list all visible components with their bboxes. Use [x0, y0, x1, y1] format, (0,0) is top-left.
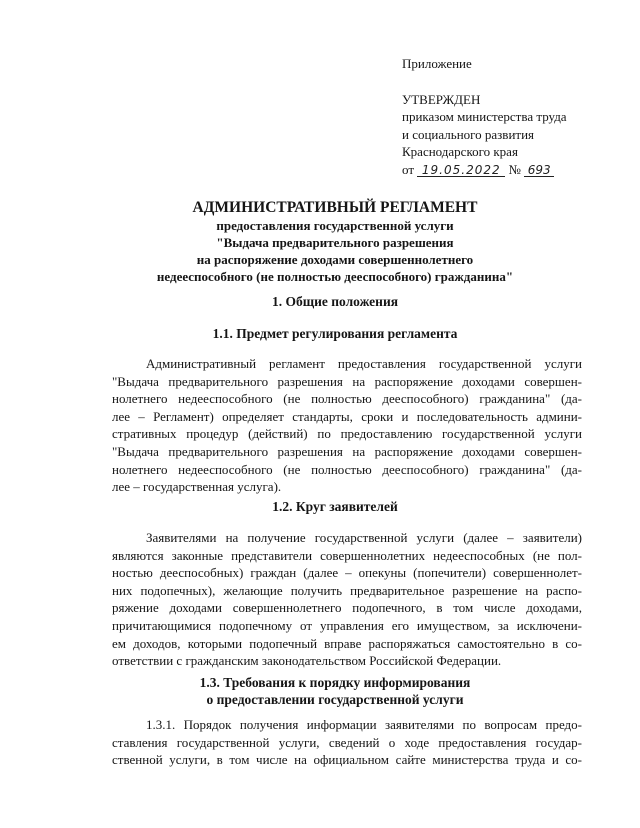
text-line: 1.3.1. Порядок получения информации заявителями по вопросам предо-: [146, 717, 582, 732]
approval-line-3: Краснодарского края: [402, 144, 518, 159]
annex-label: Приложение: [402, 56, 472, 71]
title-sub-line: недееспособного (не полностью дееспособного) гражданина": [156, 269, 514, 284]
paragraph-1-3-1: [112, 716, 582, 769]
approved-label: УТВЕРЖДЕН: [402, 91, 481, 107]
text-line: ностью дееспособных) граждан (далее – опекуны (попечители) совершеннолет-: [112, 565, 582, 581]
title-main: АДМИНИСТРАТИВНЫЙ РЕГЛАМЕНТ: [192, 199, 478, 216]
text-line: "Выдача предварительного разрешения на распоряжение доходами совершен-: [112, 373, 582, 389]
text-line: лее – государственная услуга).: [112, 479, 282, 495]
handwritten-number: 693: [524, 164, 554, 177]
number-prefix: №: [508, 161, 521, 177]
text-line: Заявителями на получение государственной услуги (далее – заявители): [146, 530, 582, 545]
title-sub-line: "Выдача предварительного разрешения: [216, 235, 454, 250]
text-line: ряжение доходами совершеннолетнего подопечного, в том числе доходами,: [112, 600, 582, 616]
text-line: являются законные представители совершеннолетних недееспособных (не пол-: [112, 547, 582, 563]
section-heading-general: 1. Общие положения: [271, 294, 399, 309]
approval-stamp-block: [402, 55, 602, 178]
text-line: стративных процедур (действий) по предоставлению государственной услуги: [112, 426, 582, 442]
text-line: причитающимися подопечному от управления его имуществом, за исключени-: [112, 617, 582, 633]
text-line: лее – Регламент) определяет стандарты, сроки и последовательность админи-: [112, 408, 582, 424]
text-line: ем доходов, которыми подопечный вправе распоряжаться самостоятельно в со-: [112, 635, 582, 651]
text-line: "Выдача предварительного разрешения на распоряжение доходами совершен-: [112, 443, 582, 459]
text-line: нолетнего недееспособного (не полностью дееспособного) гражданина" (да-: [112, 391, 582, 407]
title-sub-line: на распоряжение доходами совершеннолетнего: [196, 252, 474, 267]
text-line: них подопечных), желающие получить предварительное разрешение на распо-: [112, 582, 582, 598]
section-heading-1-2: 1.2. Круг заявителей: [272, 499, 398, 514]
text-line: нолетнего недееспособного (не полностью дееспособного) гражданина" (да-: [112, 461, 582, 477]
heading-line: 1.3. Требования к порядку информирования: [199, 675, 471, 690]
paragraph-1-2: [112, 529, 582, 670]
approval-line-1: приказом министерства труда: [402, 109, 567, 124]
text-line: ответствии с гражданским законодательством Российской Федерации.: [112, 653, 502, 669]
approval-date-line: [402, 161, 602, 179]
text-line: ставления государственной услуги, сведений о ходе предоставления государ-: [112, 734, 582, 750]
approval-line-2: и социального развития: [402, 126, 535, 142]
section-heading-1-3: [100, 674, 570, 708]
paragraph-1-1: [112, 355, 582, 496]
handwritten-date: 19.05.2022: [417, 164, 505, 177]
document-title: [100, 198, 570, 285]
text-line: Административный регламент предоставления государственной услуги: [146, 356, 582, 371]
section-heading-1-1: 1.1. Предмет регулирования регламента: [212, 326, 458, 341]
text-line: ственной услуги, в том числе на официальном сайте министерства труда и со-: [112, 752, 582, 768]
heading-line: о предоставлении государственной услуги: [206, 692, 464, 707]
title-sub-line: предоставления государственной услуги: [216, 218, 454, 233]
date-prefix: от: [402, 161, 415, 177]
